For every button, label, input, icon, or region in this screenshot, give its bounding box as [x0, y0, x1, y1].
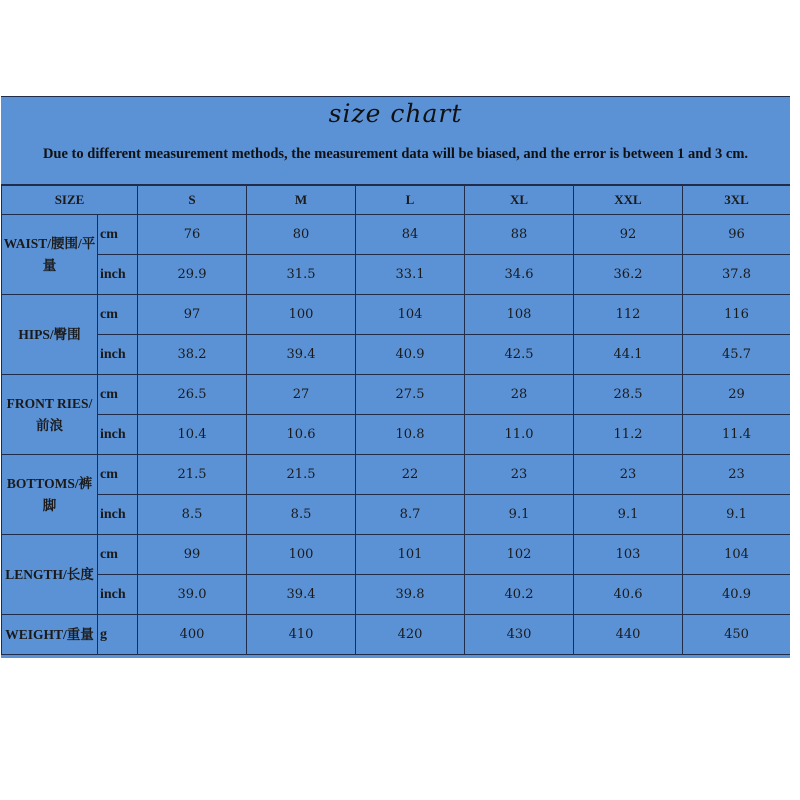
measurement-row: [2, 455, 791, 495]
size-header-row: [2, 186, 791, 215]
value-cell: 40.6: [574, 575, 683, 615]
unit-cell: cm: [98, 535, 138, 575]
measurement-row: [2, 535, 791, 575]
value-cell: 33.1: [356, 255, 465, 295]
value-cell: 80: [247, 215, 356, 255]
value-cell: 400: [138, 615, 247, 655]
measurement-label: LENGTH/长度: [2, 535, 98, 615]
value-cell: 9.1: [465, 495, 574, 535]
value-cell: 9.1: [683, 495, 790, 535]
value-cell: 37.8: [683, 255, 790, 295]
value-cell: 28: [465, 375, 574, 415]
size-table: [1, 185, 790, 655]
value-cell: 11.4: [683, 415, 790, 455]
value-cell: 450: [683, 615, 790, 655]
unit-cell: inch: [98, 415, 138, 455]
value-cell: 31.5: [247, 255, 356, 295]
value-cell: 27.5: [356, 375, 465, 415]
value-cell: 23: [465, 455, 574, 495]
size-col-s: S: [138, 186, 247, 215]
value-cell: 34.6: [465, 255, 574, 295]
value-cell: 8.5: [138, 495, 247, 535]
value-cell: 101: [356, 535, 465, 575]
value-cell: 103: [574, 535, 683, 575]
value-cell: 420: [356, 615, 465, 655]
value-cell: 11.2: [574, 415, 683, 455]
measurement-row: [2, 415, 791, 455]
value-cell: 40.9: [683, 575, 790, 615]
value-cell: 22: [356, 455, 465, 495]
value-cell: 8.5: [247, 495, 356, 535]
value-cell: 76: [138, 215, 247, 255]
value-cell: 28.5: [574, 375, 683, 415]
value-cell: 36.2: [574, 255, 683, 295]
value-cell: 10.6: [247, 415, 356, 455]
unit-cell: cm: [98, 375, 138, 415]
measurement-row: [2, 295, 791, 335]
value-cell: 100: [247, 295, 356, 335]
measurement-row: [2, 335, 791, 375]
value-cell: 29: [683, 375, 790, 415]
size-chart-sheet: [1, 96, 790, 658]
value-cell: 410: [247, 615, 356, 655]
value-cell: 104: [683, 535, 790, 575]
value-cell: 102: [465, 535, 574, 575]
measurement-row: [2, 495, 791, 535]
value-cell: 9.1: [574, 495, 683, 535]
size-col-m: M: [247, 186, 356, 215]
measurement-row: [2, 215, 791, 255]
value-cell: 99: [138, 535, 247, 575]
measurement-label: BOTTOMS/裤脚: [2, 455, 98, 535]
size-col-xxl: XXL: [574, 186, 683, 215]
unit-cell: inch: [98, 495, 138, 535]
value-cell: 96: [683, 215, 790, 255]
unit-cell: cm: [98, 215, 138, 255]
value-cell: 39.0: [138, 575, 247, 615]
unit-cell: inch: [98, 575, 138, 615]
value-cell: 88: [465, 215, 574, 255]
chart-title: size chart: [328, 99, 463, 128]
value-cell: 29.9: [138, 255, 247, 295]
value-cell: 40.2: [465, 575, 574, 615]
value-cell: 38.2: [138, 335, 247, 375]
value-cell: 44.1: [574, 335, 683, 375]
value-cell: 440: [574, 615, 683, 655]
value-cell: 112: [574, 295, 683, 335]
size-label: SIZE: [2, 186, 138, 215]
chart-header: [1, 96, 790, 185]
value-cell: 100: [247, 535, 356, 575]
value-cell: 116: [683, 295, 790, 335]
value-cell: 430: [465, 615, 574, 655]
value-cell: 23: [574, 455, 683, 495]
measurement-label: HIPS/臀围: [2, 295, 98, 375]
value-cell: 21.5: [138, 455, 247, 495]
value-cell: 11.0: [465, 415, 574, 455]
value-cell: 10.8: [356, 415, 465, 455]
unit-cell: cm: [98, 455, 138, 495]
value-cell: 92: [574, 215, 683, 255]
value-cell: 39.4: [247, 335, 356, 375]
value-cell: 40.9: [356, 335, 465, 375]
value-cell: 104: [356, 295, 465, 335]
size-col-xl: XL: [465, 186, 574, 215]
value-cell: 39.4: [247, 575, 356, 615]
measurement-row: [2, 615, 791, 655]
value-cell: 45.7: [683, 335, 790, 375]
measurement-label: FRONT RIES/前浪: [2, 375, 98, 455]
value-cell: 21.5: [247, 455, 356, 495]
measurement-label: WAIST/腰围/平量: [2, 215, 98, 295]
unit-cell: inch: [98, 335, 138, 375]
unit-cell: inch: [98, 255, 138, 295]
measurement-label: WEIGHT/重量: [2, 615, 98, 655]
measurement-row: [2, 375, 791, 415]
measurement-row: [2, 255, 791, 295]
unit-cell: g: [98, 615, 138, 655]
unit-cell: cm: [98, 295, 138, 335]
value-cell: 23: [683, 455, 790, 495]
value-cell: 26.5: [138, 375, 247, 415]
value-cell: 39.8: [356, 575, 465, 615]
size-col-3xl: 3XL: [683, 186, 790, 215]
value-cell: 84: [356, 215, 465, 255]
value-cell: 97: [138, 295, 247, 335]
size-col-l: L: [356, 186, 465, 215]
value-cell: 42.5: [465, 335, 574, 375]
value-cell: 10.4: [138, 415, 247, 455]
value-cell: 8.7: [356, 495, 465, 535]
value-cell: 27: [247, 375, 356, 415]
value-cell: 108: [465, 295, 574, 335]
measurement-notice: Due to different measurement methods, the measurement data will be biased, and the error is between 1 and 3 cm.: [42, 146, 749, 162]
measurement-row: [2, 575, 791, 615]
